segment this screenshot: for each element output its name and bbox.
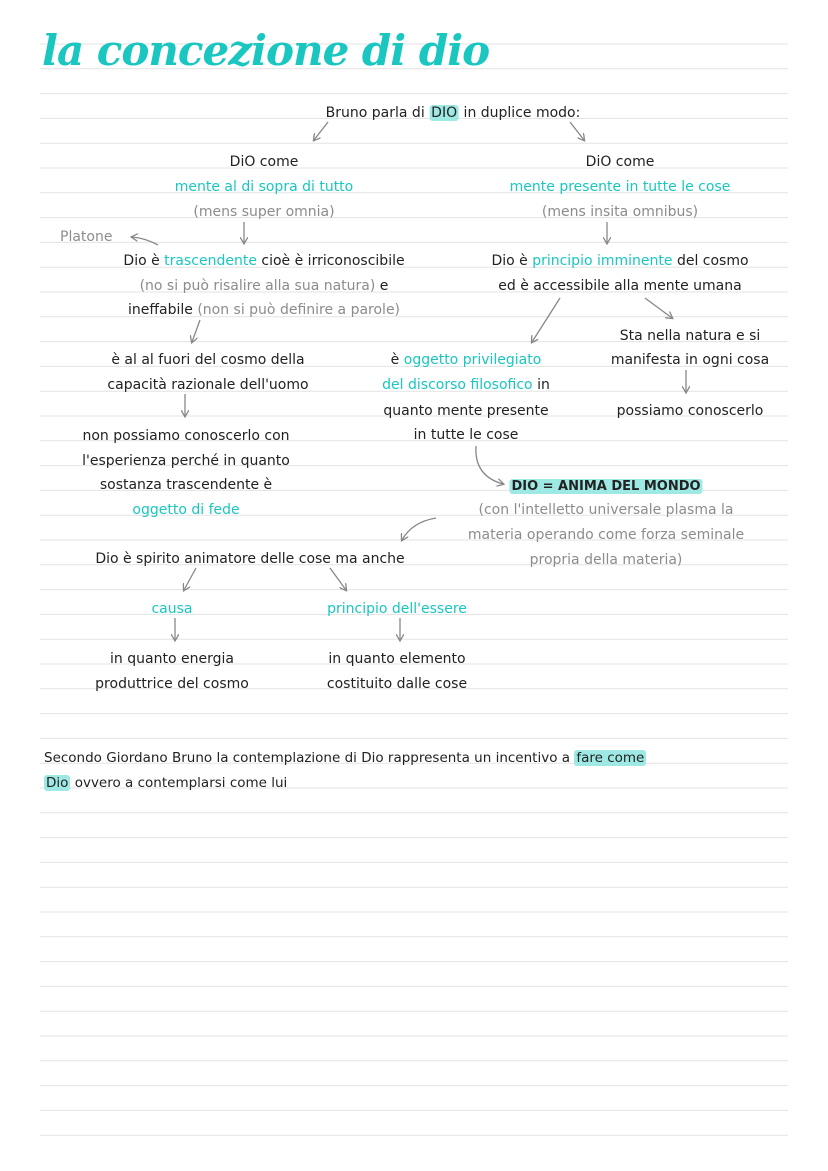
left-statement <box>123 252 404 270</box>
right-statement <box>491 252 748 270</box>
left-result-4: oggetto di fede <box>132 502 240 518</box>
middle-line-3: quanto mente presente <box>383 403 549 419</box>
left-result-2: l'esperienza perché in quanto <box>82 453 290 469</box>
conclusion-line-1 <box>44 749 646 767</box>
right-stmt-post: del cosmo <box>672 253 749 269</box>
conclusion-pre: Secondo Giordano Bruno la contemplazione di Dio rappresenta un incentivo a <box>44 750 575 766</box>
intro-dio-highlight: DIO <box>431 105 458 121</box>
platone-note: Platone <box>60 229 113 245</box>
right-subtitle: mente presente in tutte le cose <box>509 179 731 195</box>
middle-line-2 <box>382 376 550 394</box>
conclusion-post: ovvero a contemplarsi come lui <box>70 775 288 791</box>
causa-desc-1: in quanto energia <box>110 651 234 667</box>
anima-note-1: (con l'intelletto universale plasma la <box>478 502 734 518</box>
principio-label: principio dell'essere <box>327 601 467 617</box>
middle-1-pre: è <box>390 352 404 368</box>
intro-pre: Bruno parla di <box>325 105 430 121</box>
left-stmt-pre: Dio è <box>123 253 165 269</box>
right-stmt-pre: Dio è <box>491 253 533 269</box>
left-stmt-line2-note: (no si può risalire alla sua natura) <box>139 278 376 294</box>
principio-desc-1: in quanto elemento <box>328 651 466 667</box>
nature-line-1: Sta nella natura e si <box>619 328 761 344</box>
left-result-1: non possiamo conoscerlo con <box>82 428 290 444</box>
page-title: la concezione di dio <box>42 26 490 75</box>
middle-2-post: in <box>532 377 550 393</box>
left-statement-line2 <box>140 277 389 295</box>
conclusion-line-2 <box>44 774 287 792</box>
left-statement-line3 <box>128 301 400 319</box>
right-heading: DiO come <box>585 154 655 170</box>
left-consequence-1: è al al fuori del cosmo della <box>111 352 305 368</box>
anima-box <box>509 477 702 496</box>
conclusion-key2: Dio <box>46 775 69 791</box>
anima-note-2: materia operando come forza seminale <box>467 527 745 543</box>
causa-desc-2: produttrice del cosmo <box>95 676 249 692</box>
left-subtitle: mente al di sopra di tutto <box>174 179 354 195</box>
spirit-line: Dio è spirito animatore delle cose ma anche <box>95 551 405 567</box>
causa-label: causa <box>151 601 193 617</box>
principio-desc-2: costituito dalle cose <box>326 676 468 692</box>
left-stmt-key: trascendente <box>164 253 257 269</box>
left-stmt-line3: ineffabile <box>127 302 193 318</box>
right-stmt-key: principio imminente <box>532 253 673 269</box>
left-stmt-line3-note: (non si può definire a parole) <box>192 302 401 318</box>
conclusion-key1: fare come <box>576 750 645 766</box>
left-heading: DiO come <box>229 154 299 170</box>
anima-note-3: propria della materia) <box>529 552 683 568</box>
left-stmt-post: cioè è irriconoscibile <box>256 253 405 269</box>
middle-line-4: in tutte le cose <box>413 427 519 443</box>
right-latin: (mens insita omnibus) <box>541 204 699 220</box>
middle-line-1 <box>391 351 542 369</box>
left-stmt-line2-e: e <box>375 278 389 294</box>
left-latin: (mens super omnia) <box>193 204 335 220</box>
intro-post: in duplice modo: <box>459 105 581 121</box>
intro-line <box>326 104 581 122</box>
anima-highlight: DIO = ANIMA DEL MONDO <box>511 479 701 494</box>
nature-line-3: possiamo conoscerlo <box>616 403 764 419</box>
middle-2-key: del discorso filosofico <box>382 377 533 393</box>
left-result-3: sostanza trascendente è <box>99 477 273 493</box>
middle-1-key: oggetto privilegiato <box>403 352 542 368</box>
right-statement-line2: ed è accessibile alla mente umana <box>498 278 742 294</box>
left-consequence-2: capacità razionale dell'uomo <box>107 377 309 393</box>
nature-line-2: manifesta in ogni cosa <box>610 352 770 368</box>
